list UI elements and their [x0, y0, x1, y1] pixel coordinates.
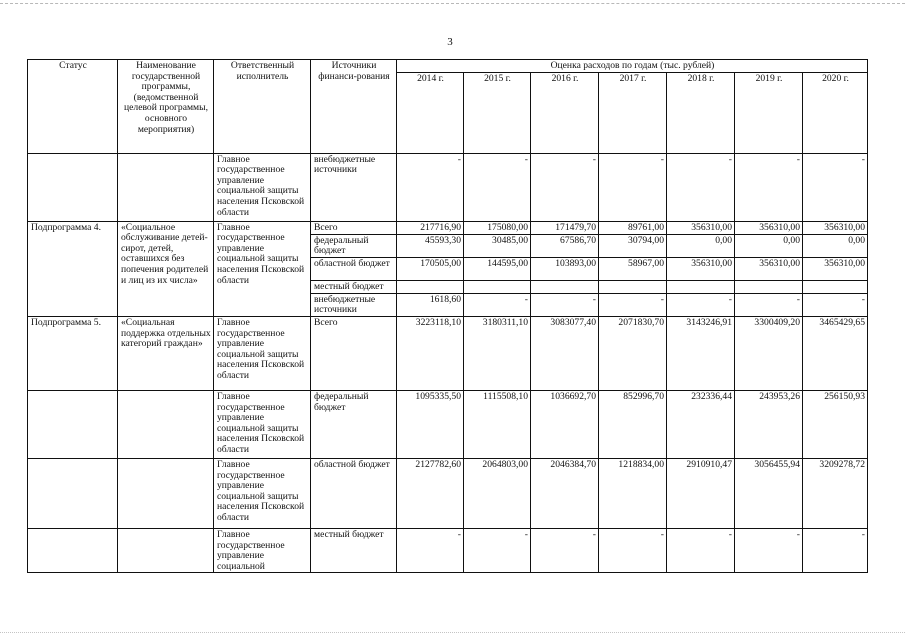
- source-cell: внебюджетные источники: [311, 293, 397, 316]
- header-estimate: Оценка расходов по годам (тыс. рублей): [397, 60, 868, 73]
- program-name-cell: [118, 528, 214, 572]
- header-status: Статус: [28, 60, 118, 154]
- program-name-cell: [118, 153, 214, 221]
- value-cell: -: [464, 153, 531, 221]
- value-cell: -: [464, 293, 531, 316]
- table-row: [28, 153, 868, 221]
- value-cell: 30794,00: [599, 234, 667, 257]
- value-cell: 30485,00: [464, 234, 531, 257]
- value-cell: -: [464, 528, 531, 572]
- header-sources: Источники финанси-рования: [311, 60, 397, 154]
- value-cell: 2910910,47: [667, 458, 735, 528]
- value-cell: -: [667, 528, 735, 572]
- header-program-name: Наименование государственной программы, (ведомственной целевой программы, основного мероприятия): [118, 60, 214, 154]
- source-cell: федеральный бюджет: [311, 390, 397, 458]
- value-cell: -: [735, 528, 803, 572]
- value-cell: 852996,70: [599, 390, 667, 458]
- value-cell: 3083077,40: [531, 316, 599, 390]
- executor-cell: Главное государственное управление социальной защиты населения Псковской области: [214, 153, 311, 221]
- header-year: 2020 г.: [803, 72, 868, 153]
- value-cell: 1036692,70: [531, 390, 599, 458]
- scan-top-edge: [0, 3, 905, 4]
- value-cell: 3300409,20: [735, 316, 803, 390]
- source-cell: областной бюджет: [311, 257, 397, 280]
- value-cell: 356310,00: [803, 257, 868, 280]
- subprogram-5-name: «Социальная поддержка отдельных категорий граждан»: [118, 316, 214, 390]
- value-cell: 3143246,91: [667, 316, 735, 390]
- value-cell: -: [599, 528, 667, 572]
- value-cell: 3209278,72: [803, 458, 868, 528]
- value-cell: 3223118,10: [397, 316, 464, 390]
- scan-bottom-edge: [0, 632, 905, 633]
- value-cell: -: [803, 293, 868, 316]
- value-cell: 170505,00: [397, 257, 464, 280]
- value-cell: 1218834,00: [599, 458, 667, 528]
- value-cell: 356310,00: [735, 221, 803, 234]
- value-cell: 2127782,60: [397, 458, 464, 528]
- value-cell: 58967,00: [599, 257, 667, 280]
- table-row: [28, 528, 868, 572]
- value-cell: 256150,93: [803, 390, 868, 458]
- value-cell: -: [667, 293, 735, 316]
- value-cell: 67586,70: [531, 234, 599, 257]
- page-number: 3: [447, 36, 453, 48]
- executor-cell: Главное государственное управление социальной: [214, 528, 311, 572]
- value-cell: [464, 280, 531, 293]
- value-cell: -: [397, 153, 464, 221]
- source-cell: Всего: [311, 316, 397, 390]
- table-row: [28, 316, 868, 390]
- value-cell: 232336,44: [667, 390, 735, 458]
- value-cell: 0,00: [667, 234, 735, 257]
- value-cell: -: [397, 528, 464, 572]
- header-row: [28, 60, 868, 73]
- header-year: 2016 г.: [531, 72, 599, 153]
- value-cell: [599, 280, 667, 293]
- value-cell: [667, 280, 735, 293]
- source-cell: местный бюджет: [311, 280, 397, 293]
- value-cell: -: [599, 293, 667, 316]
- source-cell: федеральный бюджет: [311, 234, 397, 257]
- table-row: [28, 221, 868, 234]
- executor-cell: Главное государственное управление социальной защиты населения Псковской области: [214, 390, 311, 458]
- value-cell: 103893,00: [531, 257, 599, 280]
- value-cell: 144595,00: [464, 257, 531, 280]
- expenditure-table: [27, 59, 868, 573]
- value-cell: -: [803, 528, 868, 572]
- value-cell: -: [531, 528, 599, 572]
- value-cell: 356310,00: [667, 221, 735, 234]
- value-cell: 3465429,65: [803, 316, 868, 390]
- source-cell: внебюджетные источники: [311, 153, 397, 221]
- value-cell: -: [735, 293, 803, 316]
- value-cell: 2071830,70: [599, 316, 667, 390]
- header-executor: Ответственный исполнитель: [214, 60, 311, 154]
- source-cell: местный бюджет: [311, 528, 397, 572]
- source-cell: областной бюджет: [311, 458, 397, 528]
- subprogram-4-name: «Социальное обслуживание детей-сирот, детей, оставшихся без попечения родителей и лиц из их числа»: [118, 221, 214, 316]
- subprogram-5-status: Подпрограмма 5.: [28, 316, 118, 390]
- table-row: [28, 390, 868, 458]
- value-cell: 1095335,50: [397, 390, 464, 458]
- value-cell: 3180311,10: [464, 316, 531, 390]
- table-row: [28, 458, 868, 528]
- value-cell: -: [599, 153, 667, 221]
- program-name-cell: [118, 458, 214, 528]
- executor-cell: Главное государственное управление социальной защиты населения Псковской области: [214, 316, 311, 390]
- value-cell: [803, 280, 868, 293]
- header-year: 2019 г.: [735, 72, 803, 153]
- value-cell: 0,00: [803, 234, 868, 257]
- value-cell: 171479,70: [531, 221, 599, 234]
- value-cell: 1618,60: [397, 293, 464, 316]
- value-cell: 175080,00: [464, 221, 531, 234]
- value-cell: 1115508,10: [464, 390, 531, 458]
- status-cell: [28, 153, 118, 221]
- header-year: 2014 г.: [397, 72, 464, 153]
- value-cell: 45593,30: [397, 234, 464, 257]
- source-cell: Всего: [311, 221, 397, 234]
- value-cell: -: [735, 153, 803, 221]
- value-cell: 356310,00: [667, 257, 735, 280]
- value-cell: -: [667, 153, 735, 221]
- value-cell: 2046384,70: [531, 458, 599, 528]
- value-cell: -: [531, 153, 599, 221]
- value-cell: -: [803, 153, 868, 221]
- header-year: 2017 г.: [599, 72, 667, 153]
- value-cell: 356310,00: [735, 257, 803, 280]
- value-cell: 2064803,00: [464, 458, 531, 528]
- value-cell: 0,00: [735, 234, 803, 257]
- value-cell: [735, 280, 803, 293]
- value-cell: 356310,00: [803, 221, 868, 234]
- status-cell: [28, 390, 118, 458]
- executor-cell: Главное государственное управление социальной защиты населения Псковской области: [214, 221, 311, 316]
- value-cell: 89761,00: [599, 221, 667, 234]
- value-cell: 217716,90: [397, 221, 464, 234]
- value-cell: 3056455,94: [735, 458, 803, 528]
- value-cell: -: [531, 293, 599, 316]
- subprogram-4-status: Подпрограмма 4.: [28, 221, 118, 316]
- program-name-cell: [118, 390, 214, 458]
- value-cell: 243953,26: [735, 390, 803, 458]
- header-year: 2015 г.: [464, 72, 531, 153]
- status-cell: [28, 458, 118, 528]
- executor-cell: Главное государственное управление социальной защиты населения Псковской области: [214, 458, 311, 528]
- value-cell: [531, 280, 599, 293]
- value-cell: [397, 280, 464, 293]
- header-year: 2018 г.: [667, 72, 735, 153]
- status-cell: [28, 528, 118, 572]
